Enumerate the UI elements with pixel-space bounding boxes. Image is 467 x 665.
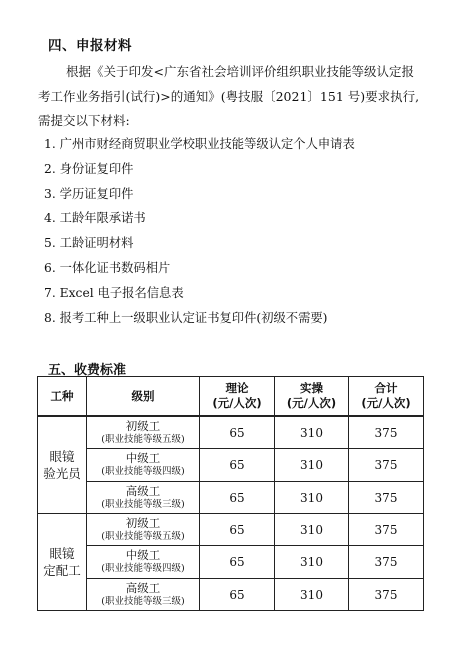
total-cell: 375 xyxy=(349,482,424,514)
list-item: 5. 工龄证明材料 xyxy=(44,236,134,251)
type-cell: 眼镜 验光员 xyxy=(38,416,87,514)
practice-cell: 310 xyxy=(275,449,349,482)
list-item: 2. 身份证复印件 xyxy=(44,161,134,176)
practice-cell: 310 xyxy=(275,546,349,579)
table-row xyxy=(38,416,424,449)
paragraph-line-1: 根据《关于印发<广东省社会培训评价组织职业技能等级认定报 xyxy=(66,64,414,79)
level-cell: 初级工 (职业技能等级五级) xyxy=(87,416,200,449)
total-cell: 375 xyxy=(349,449,424,482)
list-item: 8. 报考工种上一级职业认定证书复印件(初级不需要) xyxy=(44,310,328,325)
type-cell: 眼镜 定配工 xyxy=(38,514,87,611)
header-practice: 实操 (元/人次) xyxy=(275,377,349,417)
section4-paragraph xyxy=(38,60,438,134)
fee-table xyxy=(37,376,424,611)
level-cell: 高级工 (职业技能等级三级) xyxy=(87,579,200,611)
level-cell: 中级工 (职业技能等级四级) xyxy=(87,546,200,579)
level-cell: 高级工 (职业技能等级三级) xyxy=(87,482,200,514)
list-item: 7. Excel 电子报名信息表 xyxy=(44,285,184,300)
table-row xyxy=(38,579,424,611)
table-row xyxy=(38,449,424,482)
materials-list xyxy=(44,132,355,330)
header-total: 合计 (元/人次) xyxy=(349,377,424,417)
header-type: 工种 xyxy=(38,377,87,417)
practice-cell: 310 xyxy=(275,514,349,546)
theory-cell: 65 xyxy=(200,514,275,546)
level-cell: 初级工 (职业技能等级五级) xyxy=(87,514,200,546)
total-cell: 375 xyxy=(349,579,424,611)
section5-heading: 五、收费标准 xyxy=(48,363,127,378)
total-cell: 375 xyxy=(349,416,424,449)
theory-cell: 65 xyxy=(200,449,275,482)
table-row xyxy=(38,482,424,514)
theory-cell: 65 xyxy=(200,579,275,611)
paragraph-line-3: 需提交以下材料: xyxy=(38,113,130,128)
header-level: 级别 xyxy=(87,377,200,417)
practice-cell: 310 xyxy=(275,416,349,449)
table-row xyxy=(38,514,424,546)
level-cell: 中级工 (职业技能等级四级) xyxy=(87,449,200,482)
practice-cell: 310 xyxy=(275,482,349,514)
list-item: 4. 工龄年限承诺书 xyxy=(44,211,146,226)
total-cell: 375 xyxy=(349,514,424,546)
theory-cell: 65 xyxy=(200,482,275,514)
table-header-row xyxy=(38,377,424,417)
list-item: 1. 广州市财经商贸职业学校职业技能等级认定个人申请表 xyxy=(44,137,355,151)
section4-heading: 四、申报材料 xyxy=(48,38,132,54)
theory-cell: 65 xyxy=(200,416,275,449)
practice-cell: 310 xyxy=(275,579,349,611)
table-row xyxy=(38,546,424,579)
paragraph-line-2: 考工作业务指引(试行)>的通知》(粤技服〔2021〕151 号)要求执行, xyxy=(38,88,420,104)
theory-cell: 65 xyxy=(200,546,275,579)
list-item: 6. 一体化证书数码相片 xyxy=(44,260,171,275)
header-theory: 理论 (元/人次) xyxy=(200,377,275,417)
total-cell: 375 xyxy=(349,546,424,579)
list-item: 3. 学历证复印件 xyxy=(44,186,134,201)
